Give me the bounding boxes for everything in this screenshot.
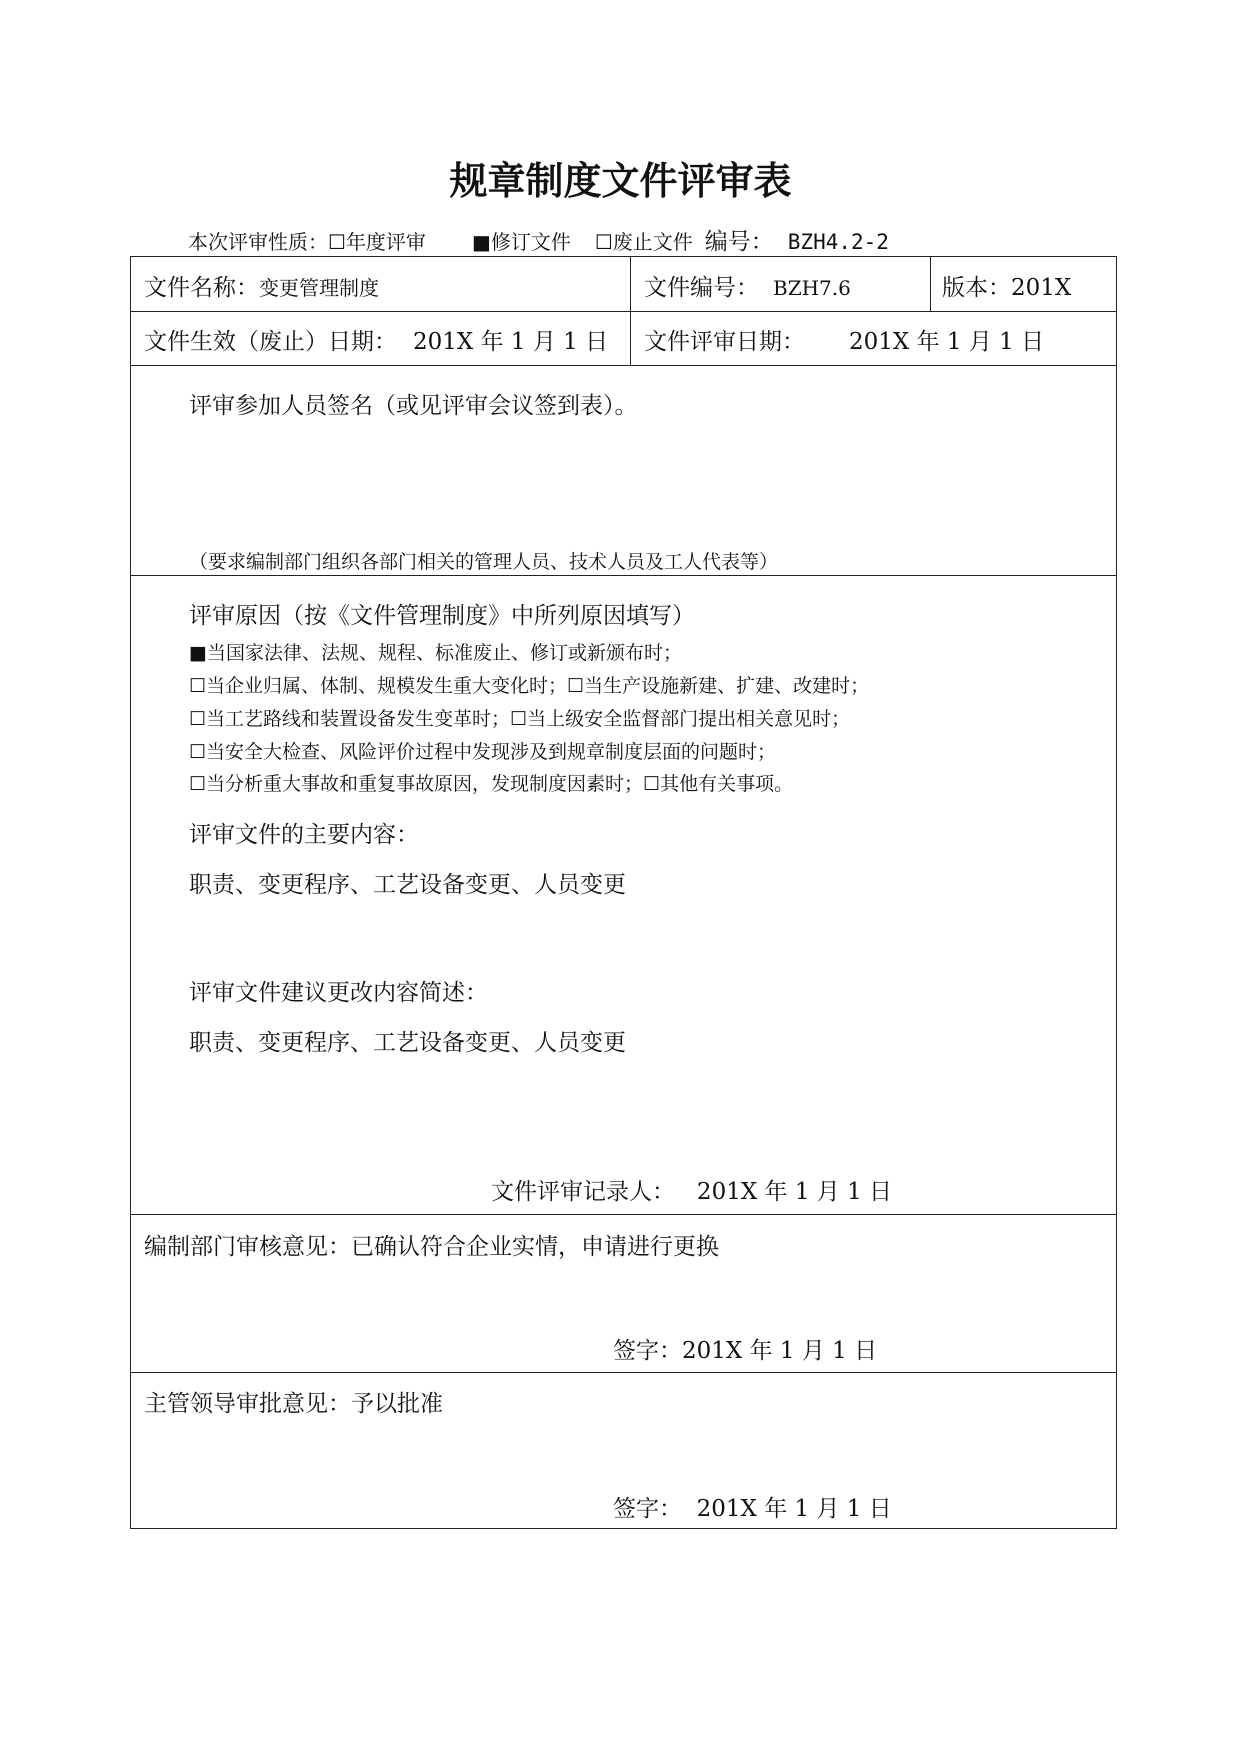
review-date-value: 201X 年 1 月 1 日 [849, 329, 1045, 355]
leader-approval-value: 予以批准 [351, 1391, 443, 1417]
version-label: 版本： [942, 275, 1011, 301]
row-divider [131, 1214, 1116, 1215]
effective-date-value: 201X 年 1 月 1 日 [413, 329, 609, 355]
leader-approval-cell [144, 1385, 443, 1418]
option-abolish-label: 废止文件 [612, 230, 693, 254]
reasons-label: 评审原因（按《文件管理制度》中所列原因填写） [189, 603, 695, 629]
reason-line[interactable]: ☐当企业归属、体制、规模发生重大变化时；☐当生产设施新建、扩建、改建时； [189, 675, 870, 697]
row-divider [131, 1372, 1116, 1373]
dept-review-sign: 签字：201X 年 1 月 1 日 [613, 1338, 878, 1364]
file-number-value: BZH7.6 [773, 276, 851, 300]
suggestion-label: 评审文件建议更改内容简述： [189, 980, 488, 1006]
review-nature-line [188, 223, 889, 256]
version-cell [942, 269, 1071, 302]
review-date-cell [644, 323, 1044, 356]
effective-date-cell [144, 323, 608, 356]
column-divider [630, 257, 631, 365]
participants-note: （要求编制部门组织各部门相关的管理人员、技术人员及工人代表等） [189, 551, 779, 573]
review-date-label: 文件评审日期： [644, 329, 805, 355]
column-divider [930, 257, 931, 311]
reason-line[interactable]: ☐当安全大检查、风险评价过程中发现涉及到规章制度层面的问题时； [189, 741, 777, 763]
code-value: BZH4.2-2 [787, 230, 889, 254]
recorder-line: 文件评审记录人： 201X 年 1 月 1 日 [491, 1179, 893, 1205]
dept-review-value: 已确认符合企业实情，申请进行更换 [351, 1234, 719, 1260]
page-title: 规章制度文件评审表 [449, 159, 792, 203]
dept-review-label: 编制部门审核意见： [144, 1234, 351, 1260]
option-revise-label: 修订文件 [490, 230, 571, 254]
suggestion-value: 职责、变更程序、工艺设备变更、人员变更 [189, 1030, 626, 1056]
file-name-cell [144, 269, 379, 302]
reason-line[interactable]: ■当国家法律、法规、规程、标准废止、修订或新颁布时； [189, 642, 682, 664]
file-number-label: 文件编号： [644, 275, 759, 301]
checkbox-abolish[interactable]: ☐ [594, 230, 613, 254]
row-divider [131, 311, 1116, 312]
checkbox-annual[interactable]: ☐ [328, 230, 346, 254]
code-label: 编号： [704, 229, 774, 255]
checkbox-revise[interactable]: ■ [471, 230, 491, 254]
file-name-value: 变更管理制度 [259, 276, 379, 300]
reason-line[interactable]: ☐当工艺路线和装置设备发生变革时；☐当上级安全监督部门提出相关意见时； [189, 708, 851, 730]
review-table [130, 256, 1117, 1529]
file-number-cell [644, 269, 851, 302]
participants-label: 评审参加人员签名（或见评审会议签到表）。 [189, 393, 638, 419]
effective-date-label: 文件生效（废止）日期： [144, 329, 397, 355]
leader-approval-label: 主管领导审批意见： [144, 1391, 351, 1417]
main-content-label: 评审文件的主要内容： [189, 822, 419, 848]
row-divider [131, 365, 1116, 366]
main-content-value: 职责、变更程序、工艺设备变更、人员变更 [189, 872, 626, 898]
option-annual-label: 年度评审 [345, 230, 426, 254]
version-value: 201X [1011, 275, 1072, 301]
file-name-label: 文件名称： [144, 275, 259, 301]
row-divider [131, 575, 1116, 576]
review-nature-label: 本次评审性质： [188, 230, 328, 254]
dept-review-cell [144, 1228, 719, 1261]
reason-line[interactable]: ☐当分析重大事故和重复事故原因，发现制度因素时；☐其他有关事项。 [189, 773, 794, 795]
leader-approval-sign: 签字： 201X 年 1 月 1 日 [613, 1496, 892, 1522]
